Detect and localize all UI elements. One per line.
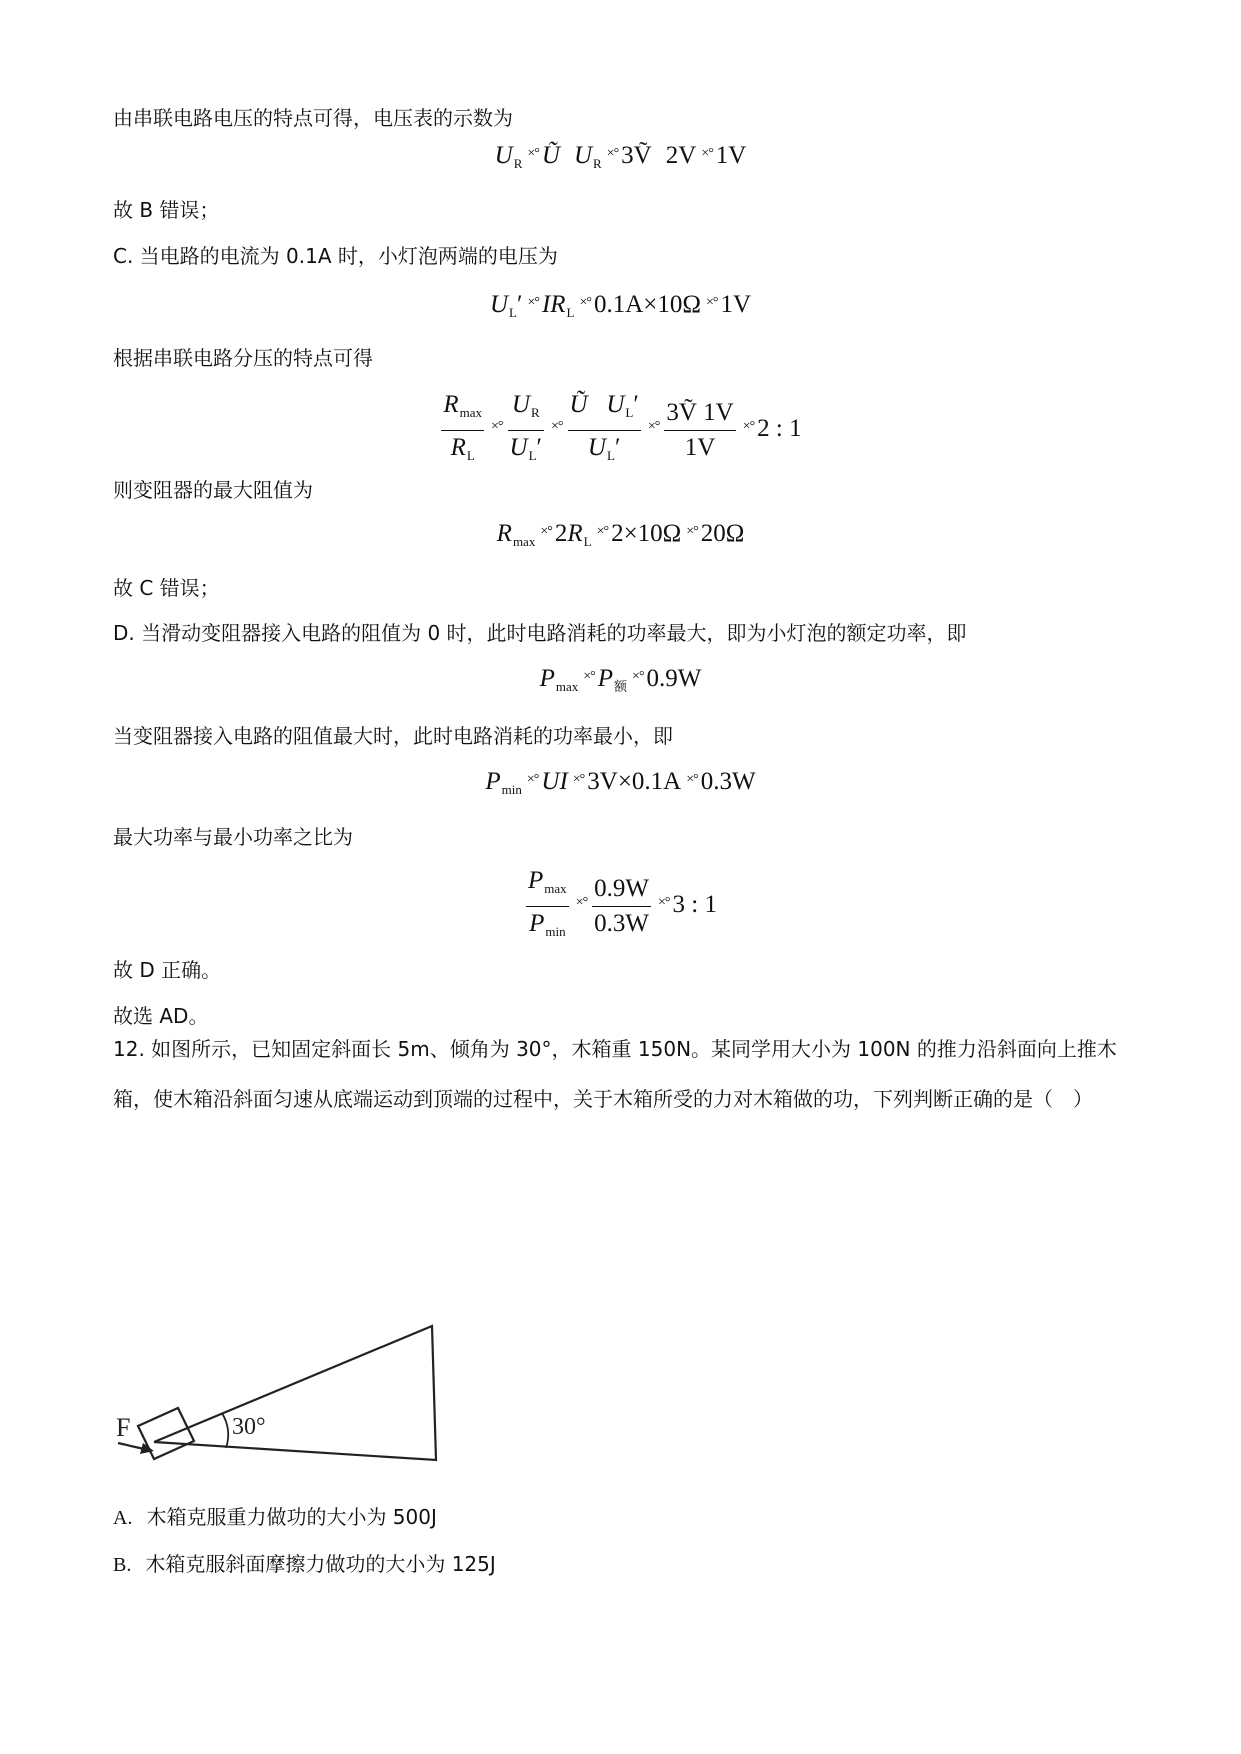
option-label: B. <box>113 1554 132 1576</box>
fraction <box>592 874 651 939</box>
eq-operator: ×° <box>742 419 755 435</box>
eq-operator: ×° <box>658 895 670 911</box>
eq-prime: ′ <box>536 434 543 461</box>
eq-operator: ×° <box>491 419 503 435</box>
eq-operator: ×° <box>572 772 585 787</box>
equation-max-resistance <box>0 520 1241 550</box>
eq-symbol: P <box>528 867 544 894</box>
eq-subscript: L <box>606 448 615 463</box>
eq-symbol: P <box>597 665 614 692</box>
force-arrow-shaft <box>118 1443 144 1449</box>
eq-operator: ×° <box>527 295 539 310</box>
eq-value: 3 : 1 <box>672 891 717 919</box>
eq-operator: ×° <box>526 772 539 787</box>
text-line: 当变阻器接入电路的阻值最大时，此时电路消耗的功率最小，即 <box>113 724 673 748</box>
eq-operator: ×° <box>527 146 539 161</box>
fraction <box>441 390 484 471</box>
eq-subscript: R <box>530 405 540 420</box>
eq-symbol: R <box>443 391 459 418</box>
eq-subscript: min <box>501 782 522 797</box>
eq-operator: ×° <box>632 669 644 684</box>
eq-subscript: R <box>513 156 523 171</box>
eq-value: 20Ω <box>700 520 745 547</box>
eq-symbol: P <box>485 768 501 795</box>
eq-subscript: 额 <box>614 679 628 694</box>
fraction <box>508 390 544 471</box>
eq-symbol: U <box>494 142 513 169</box>
eq-value: 3Ṽ <box>621 142 652 169</box>
option-text: 木箱克服斜面摩擦力做功的大小为 125J <box>145 1552 496 1576</box>
eq-operator: ×° <box>551 419 563 435</box>
text-line: 最大功率与最小功率之比为 <box>113 825 353 849</box>
eq-operator: ×° <box>606 146 619 161</box>
eq-symbol: IR <box>541 291 566 318</box>
eq-symbol: P <box>539 665 555 692</box>
eq-symbol: U <box>606 391 625 418</box>
eq-denominator: 1V <box>684 434 716 461</box>
eq-subscript: L <box>509 305 517 320</box>
angle-arc <box>222 1413 228 1448</box>
eq-subscript: L <box>583 534 592 549</box>
eq-symbol: U <box>511 391 530 418</box>
eq-subscript: L <box>625 405 634 420</box>
text-line: 故 D 正确。 <box>113 958 222 982</box>
eq-operator: ×° <box>583 669 595 684</box>
eq-operator: ×° <box>575 895 588 911</box>
eq-prime: ′ <box>633 391 639 418</box>
eq-value: 2 <box>554 520 568 547</box>
text-line: C. 当电路的电流为 0.1A 时，小灯泡两端的电压为 <box>113 244 558 268</box>
equation-power-ratio <box>0 866 1241 947</box>
eq-operator: ×° <box>596 524 609 539</box>
eq-value: 0.1A×10Ω <box>594 291 701 318</box>
eq-symbol: Ũ <box>541 142 560 169</box>
eq-prime: ′ <box>516 291 523 318</box>
eq-subscript: max <box>555 679 579 694</box>
eq-numerator: 3Ṽ 1V <box>664 398 735 431</box>
eq-symbol: P <box>529 910 545 937</box>
eq-value: 3V×0.1A <box>587 768 682 795</box>
equation-resistance-ratio <box>0 390 1241 471</box>
option-a <box>113 1503 437 1532</box>
eq-symbol: R <box>496 520 512 547</box>
eq-symbol: U <box>587 434 606 461</box>
angle-label: 30° <box>232 1414 266 1440</box>
eq-value: 2V <box>665 142 697 169</box>
question-text: 12. 如图所示，已知固定斜面长 5m、倾角为 30°，木箱重 150N。某同学用大小为 100N 的推力沿斜面向上推木箱，使木箱沿斜面匀速从底端运动到顶端的过程中，关于木箱所受的力对木箱做的功，下列判断正确的是（ ） <box>113 1037 1117 1111</box>
eq-subscript: max <box>459 405 483 420</box>
incline-diagram <box>118 1308 448 1468</box>
eq-symbol: U <box>489 291 509 318</box>
fraction <box>568 390 641 471</box>
eq-symbol: R <box>567 520 583 547</box>
eq-subscript: L <box>466 448 475 463</box>
eq-operator: ×° <box>686 772 698 787</box>
eq-value: 2×10Ω <box>611 520 682 547</box>
text-line: 故 C 错误； <box>113 576 220 600</box>
eq-subscript: R <box>593 156 602 171</box>
eq-denominator: 0.3W <box>594 910 650 937</box>
equation-min-power <box>0 768 1241 798</box>
eq-value: 1V <box>720 291 752 318</box>
text-line: 根据串联电路分压的特点可得 <box>113 346 373 370</box>
text-line: 由串联电路电压的特点可得，电压表的示数为 <box>113 106 513 130</box>
eq-symbol: Ũ <box>569 391 588 418</box>
eq-operator: ×° <box>686 524 698 539</box>
eq-symbol: R <box>450 434 466 461</box>
text-line: 故 B 错误； <box>113 198 220 222</box>
fraction <box>526 866 569 947</box>
eq-subscript: max <box>512 534 536 549</box>
eq-operator: ×° <box>701 146 713 161</box>
eq-numerator: 0.9W <box>592 874 651 907</box>
equation-lamp-voltage <box>0 291 1241 321</box>
eq-symbol: U <box>509 434 528 461</box>
eq-value: 0.9W <box>646 665 702 692</box>
option-label: A. <box>113 1507 133 1529</box>
eq-value: 0.3W <box>700 768 756 795</box>
eq-operator: ×° <box>705 295 718 310</box>
option-b <box>113 1550 496 1579</box>
text-line: 故选 AD。 <box>113 1004 209 1028</box>
eq-subscript: max <box>544 881 567 896</box>
eq-symbol: U <box>573 142 592 169</box>
equation-voltmeter-reading <box>0 142 1241 172</box>
incline-triangle <box>154 1326 436 1460</box>
text-line: D. 当滑动变阻器接入电路的阻值为 0 时，此时电路消耗的功率最大，即为小灯泡的额定功率，即 <box>113 621 967 645</box>
eq-operator: ×° <box>540 524 552 539</box>
text-line: 则变阻器的最大阻值为 <box>113 478 313 502</box>
fraction <box>664 398 735 463</box>
eq-value: 2 : 1 <box>757 415 802 443</box>
eq-operator: ×° <box>647 419 660 435</box>
option-text: 木箱克服重力做功的大小为 500J <box>146 1505 437 1529</box>
eq-subscript: min <box>545 924 566 939</box>
eq-subscript: L <box>566 305 575 320</box>
eq-symbol: UI <box>541 768 568 795</box>
force-label: F <box>116 1413 131 1442</box>
equation-max-power <box>0 665 1241 695</box>
eq-value: 1V <box>715 142 747 169</box>
eq-operator: ×° <box>579 295 591 310</box>
eq-subscript: L <box>528 448 537 463</box>
eq-prime: ′ <box>614 434 621 461</box>
